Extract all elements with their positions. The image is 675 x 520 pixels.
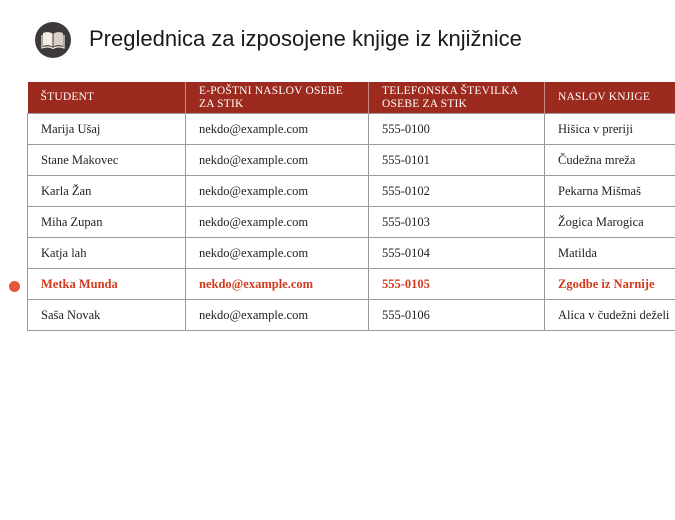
cell-book-title: Žogica Marogica bbox=[545, 207, 675, 238]
cell-email: nekdo@example.com bbox=[186, 207, 369, 238]
table-row bbox=[28, 145, 675, 176]
table-row bbox=[28, 114, 675, 145]
cell-student: Marija Ušaj bbox=[28, 114, 186, 145]
header-book-title: NASLOV KNJIGE bbox=[545, 82, 675, 114]
cell-phone: 555-0101 bbox=[369, 145, 545, 176]
cell-phone: 555-0105 bbox=[369, 269, 545, 300]
cell-student: Metka Munda bbox=[28, 269, 186, 300]
header-phone: TELEFONSKA ŠTEVILKA OSEBE ZA STIK bbox=[369, 82, 545, 114]
cell-email: nekdo@example.com bbox=[186, 145, 369, 176]
table-header-row bbox=[28, 82, 675, 114]
cell-phone: 555-0104 bbox=[369, 238, 545, 269]
cell-email: nekdo@example.com bbox=[186, 176, 369, 207]
book-icon-glyph bbox=[41, 28, 65, 52]
cell-student: Saša Novak bbox=[28, 300, 186, 331]
table-row bbox=[28, 207, 675, 238]
cell-email: nekdo@example.com bbox=[186, 269, 369, 300]
cell-email: nekdo@example.com bbox=[186, 300, 369, 331]
cell-student: Katja lah bbox=[28, 238, 186, 269]
cell-phone: 555-0106 bbox=[369, 300, 545, 331]
cell-book-title: Čudežna mreža bbox=[545, 145, 675, 176]
cell-book-title: Alica v čudežni deželi bbox=[545, 300, 675, 331]
table-row-highlighted bbox=[28, 269, 675, 300]
cell-phone: 555-0102 bbox=[369, 176, 545, 207]
loan-table bbox=[27, 82, 675, 331]
cell-book-title: Zgodbe iz Narnije bbox=[545, 269, 675, 300]
header-student: ŠTUDENT bbox=[28, 82, 186, 114]
cell-email: nekdo@example.com bbox=[186, 238, 369, 269]
loan-table-container bbox=[27, 82, 675, 331]
cell-student: Miha Zupan bbox=[28, 207, 186, 238]
cell-student: Karla Žan bbox=[28, 176, 186, 207]
cell-book-title: Matilda bbox=[545, 238, 675, 269]
table-row bbox=[28, 238, 675, 269]
cell-book-title: Pekarna Mišmaš bbox=[545, 176, 675, 207]
table-row bbox=[28, 300, 675, 331]
highlight-row-marker bbox=[9, 281, 20, 292]
cell-book-title: Hišica v preriji bbox=[545, 114, 675, 145]
header-email: E-POŠTNI NASLOV OSEBE ZA STIK bbox=[186, 82, 369, 114]
cell-student: Stane Makovec bbox=[28, 145, 186, 176]
cell-phone: 555-0103 bbox=[369, 207, 545, 238]
book-icon bbox=[35, 22, 71, 58]
cell-phone: 555-0100 bbox=[369, 114, 545, 145]
page-title: Preglednica za izposojene knjige iz knjižnice bbox=[89, 26, 522, 51]
cell-email: nekdo@example.com bbox=[186, 114, 369, 145]
table-row bbox=[28, 176, 675, 207]
